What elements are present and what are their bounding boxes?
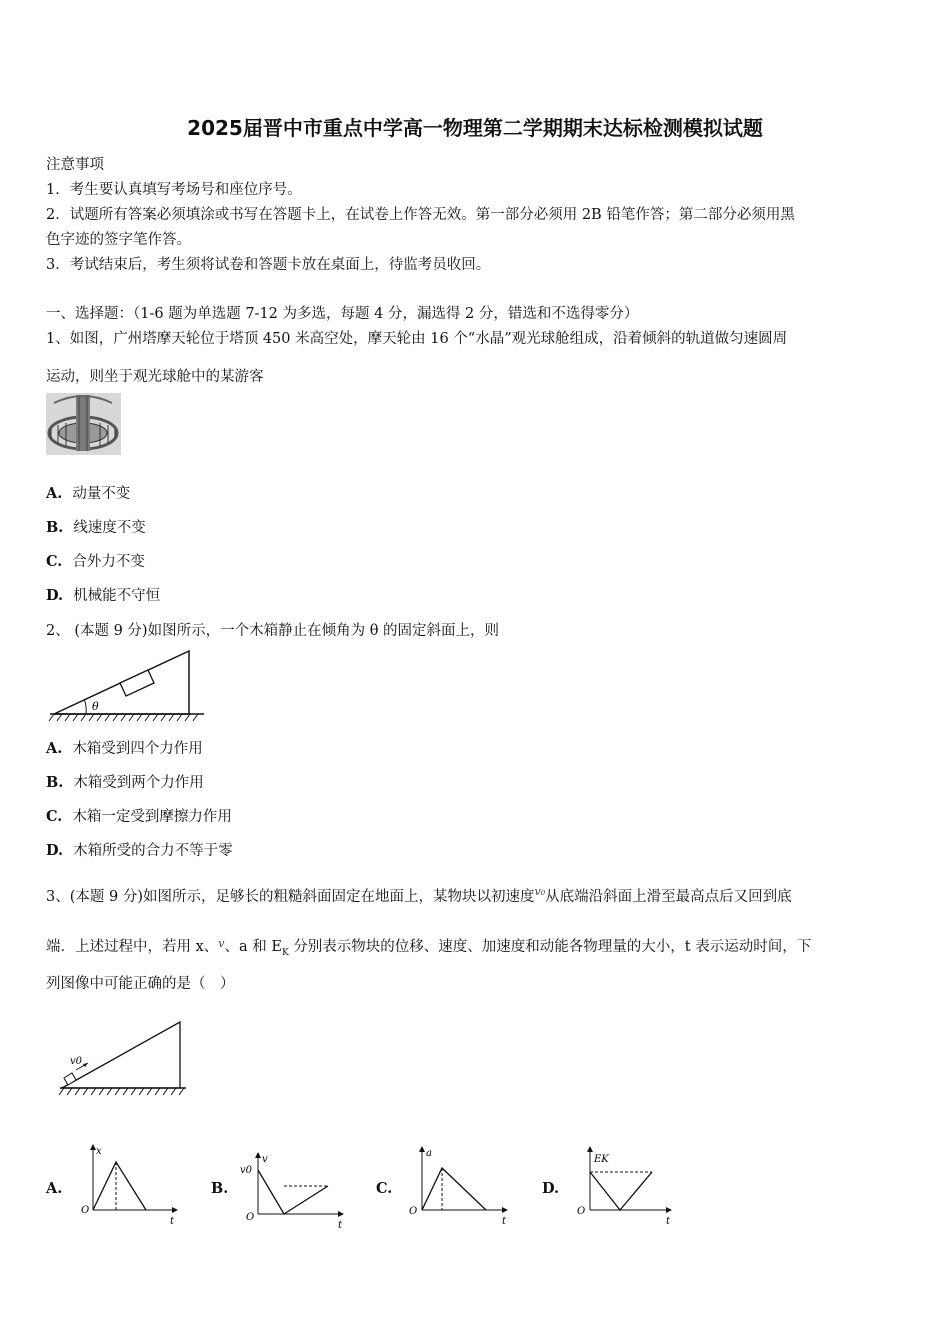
v0-symbol: v₀ xyxy=(534,885,546,898)
v0-tick-label: v0 xyxy=(240,1165,253,1176)
theta-label: θ xyxy=(92,700,99,713)
option-text: 木箱受到四个力作用 xyxy=(72,741,203,757)
option-text: 机械能不守恒 xyxy=(73,588,161,604)
option-text: 动量不变 xyxy=(72,486,131,502)
q2-stem: 2、 (本题 9 分)如图所示，一个木箱静止在倾角为 θ 的固定斜面上，则 xyxy=(46,623,500,639)
x-axis-label: t xyxy=(666,1216,671,1227)
option-text: 木箱所受的合力不等于零 xyxy=(73,843,233,859)
q3-stem-part: 从底端沿斜面上滑至最高点后又回到底 xyxy=(545,889,792,905)
option-label: B. xyxy=(46,774,64,791)
graph-a-label[interactable] xyxy=(46,1180,72,1197)
notice-item: 2．试题所有答案必须填涂或书写在答题卡上，在试卷上作答无效。第一部分必须用 2B 铅笔作答；第二部分必须用黑 xyxy=(46,207,795,223)
y-axis-label: v xyxy=(262,1154,268,1165)
origin-label: O xyxy=(81,1205,90,1216)
q2-option-c[interactable] xyxy=(46,805,232,826)
q1-option-c[interactable] xyxy=(46,550,145,571)
incline-box-figure xyxy=(46,646,206,724)
q3-incline-figure xyxy=(56,1018,191,1098)
q3-stem xyxy=(46,885,792,906)
graph-d xyxy=(572,1142,680,1230)
option-text: 木箱一定受到摩擦力作用 xyxy=(72,809,232,825)
option-text: 合外力不变 xyxy=(72,554,145,570)
q1-stem: 运动，则坐于观光球舱中的某游客 xyxy=(46,369,264,385)
graph-b xyxy=(238,1148,348,1233)
option-label: C. xyxy=(46,553,63,570)
option-text: 线速度不变 xyxy=(73,520,146,536)
option-label: B. xyxy=(46,519,64,536)
option-label: A. xyxy=(46,485,63,502)
q3-stem-part: 分别表示物块的位移、速度、加速度和动能各物理量的大小，t 表示运动时间，下 xyxy=(288,939,812,955)
option-label: D. xyxy=(46,842,64,859)
y-axis-label: EK xyxy=(594,1154,609,1165)
option-label: D. xyxy=(542,1180,560,1197)
q3-stem-part: 、a 和 E xyxy=(224,939,282,955)
page-title: 2025届晋中市重点中学高一物理第二学期期末达标检测模拟试题 xyxy=(187,116,763,140)
option-label: B. xyxy=(211,1180,229,1197)
origin-label: O xyxy=(246,1212,255,1223)
option-label: C. xyxy=(46,808,63,825)
graph-a xyxy=(78,1140,183,1230)
graph-b-label[interactable] xyxy=(211,1180,238,1197)
notice-item: 3．考试结束后，考生须将试卷和答题卡放在桌面上，待监考员收回。 xyxy=(46,257,491,273)
section-heading: 一、选择题：（1-6 题为单选题 7-12 为多选，每题 4 分，漏选得 2 分，错选和不选得零分） xyxy=(46,306,639,322)
q2-option-a[interactable] xyxy=(46,737,203,758)
q2-option-d[interactable] xyxy=(46,839,233,860)
option-text: 木箱受到两个力作用 xyxy=(73,775,204,791)
y-axis-label: x xyxy=(96,1146,102,1157)
x-axis-label: t xyxy=(502,1216,507,1227)
q1-option-b[interactable] xyxy=(46,516,146,537)
q3-stem-part: 3、(本题 9 分)如图所示，足够长的粗糙斜面固定在地面上，某物块以初速度 xyxy=(46,889,535,905)
v-symbol: v xyxy=(218,937,225,950)
origin-label: O xyxy=(409,1206,418,1217)
graph-c-label[interactable] xyxy=(376,1180,402,1197)
notice-heading: 注意事项 xyxy=(46,157,104,173)
option-label: A. xyxy=(46,1180,63,1197)
q1-option-d[interactable] xyxy=(46,584,160,605)
v0-label: v0 xyxy=(70,1056,83,1067)
q2-option-b[interactable] xyxy=(46,771,204,792)
origin-label: O xyxy=(577,1206,586,1217)
q3-stem: 列图像中可能正确的是（ ） xyxy=(46,976,235,992)
q3-stem-part: 端．上述过程中，若用 x、 xyxy=(46,939,219,955)
y-axis-label: a xyxy=(426,1148,432,1159)
option-label: C. xyxy=(376,1180,393,1197)
q3-stem xyxy=(46,935,811,958)
x-axis-label: t xyxy=(170,1216,175,1227)
q1-stem: 1、如图，广州塔摩天轮位于塔顶 450 米高空处，摩天轮由 16 个“水晶”观光球舱组成，沿着倾斜的轨道做匀速圆周 xyxy=(46,331,788,347)
notice-item: 1．考生要认真填写考场号和座位序号。 xyxy=(46,182,302,198)
q1-option-a[interactable] xyxy=(46,482,130,503)
ferris-wheel-photo xyxy=(46,393,121,455)
x-axis-label: t xyxy=(338,1220,343,1231)
graph-d-label[interactable] xyxy=(542,1180,569,1197)
option-label: A. xyxy=(46,740,63,757)
notice-item: 色字迹的签字笔作答。 xyxy=(46,232,191,248)
ek-subscript: K xyxy=(281,947,289,958)
graph-c xyxy=(404,1142,514,1230)
option-label: D. xyxy=(46,587,64,604)
